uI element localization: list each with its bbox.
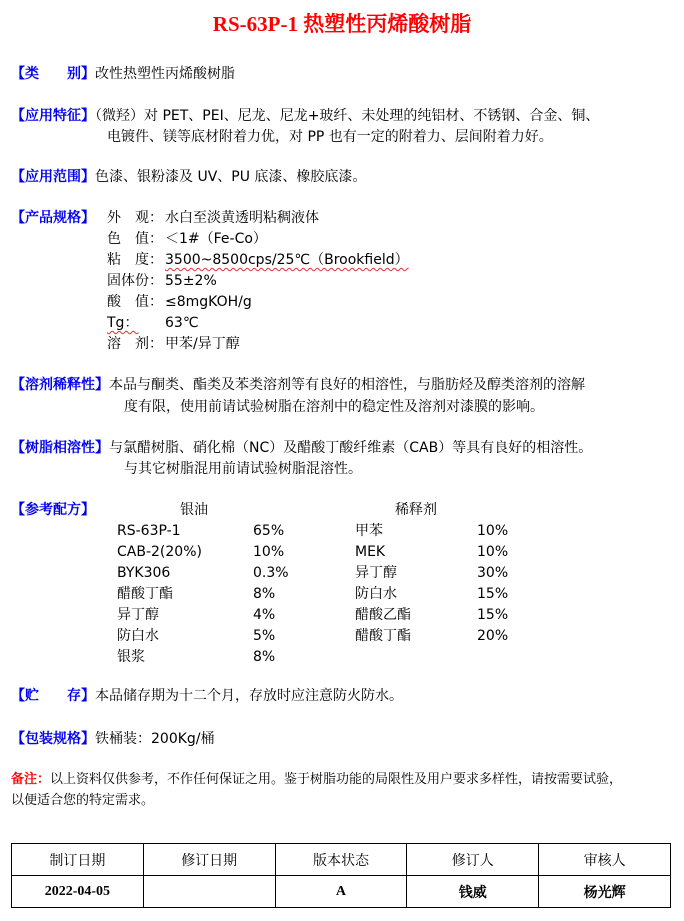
revision-table	[11, 843, 671, 908]
formula-silver-header: 银油	[180, 502, 208, 518]
silver-item-pct: 10%	[253, 544, 285, 560]
revision-value-row	[12, 876, 671, 908]
thinner-item-name: MEK	[355, 544, 386, 560]
revision-value-cell: 杨光辉	[539, 876, 671, 908]
spec-row: 溶 剂： 甲苯/异丁醇	[107, 336, 240, 352]
thinner-item-name: 甲苯	[355, 523, 383, 539]
silver-item-name: 银浆	[117, 649, 145, 665]
features-label: 【应用特征】	[11, 108, 95, 124]
silver-item-name: RS-63P-1	[117, 523, 181, 539]
thinner-item-pct: 30%	[477, 565, 509, 581]
thinner-item-pct: 10%	[477, 544, 509, 560]
dilution-line-1: 本品与酮类、酯类及苯类溶剂等有良好的相溶性，与脂肪烃及醇类溶剂的溶解	[109, 377, 585, 393]
dilution-line-2: 度有限，使用前请试验树脂在溶剂中的稳定性及溶剂对漆膜的影响。	[124, 399, 544, 415]
note-label: 备注：	[11, 772, 51, 787]
revision-header-cell: 制订日期	[12, 844, 144, 876]
compat-line-2: 与其它树脂混用前请试验树脂混溶性。	[124, 461, 362, 477]
silver-item-pct: 65%	[253, 523, 285, 539]
storage-section	[11, 686, 403, 706]
note-line-2: 以便适合您的特定需求。	[11, 793, 155, 808]
scope-label: 【应用范围】	[11, 169, 95, 185]
thinner-item-pct: 10%	[477, 523, 509, 539]
spec-row: 固体份： 55±2%	[107, 273, 217, 289]
storage-label: 【贮 存】	[11, 688, 95, 704]
category-label: 【类 别】	[11, 66, 95, 82]
category-value: 改性热塑性丙烯酸树脂	[95, 66, 235, 82]
note-line-1: 以上资料仅供参考，不作任何保证之用。鉴于树脂功能的局限性及用户要求多样性，请按需要试验，	[50, 772, 623, 787]
silver-item-name: BYK306	[117, 565, 171, 581]
silver-item-pct: 5%	[253, 628, 276, 644]
silver-names	[117, 521, 202, 668]
category-section	[11, 64, 235, 84]
thinner-item-name: 醋酸丁酯	[355, 628, 411, 644]
silver-item-name: CAB-2(20%)	[117, 544, 202, 560]
features-section	[11, 106, 599, 126]
silver-item-pct: 4%	[253, 607, 276, 623]
compat-section	[11, 438, 592, 458]
formula-label: 【参考配方】	[11, 502, 95, 518]
thinner-names	[355, 521, 411, 647]
packaging-label: 【包装规格】	[11, 731, 95, 747]
spec-row: 外 观： 水白至淡黄透明粘稠液体	[107, 210, 319, 226]
spec-row: Tg： 63℃	[107, 315, 199, 331]
silver-item-name: 异丁醇	[117, 607, 159, 623]
packaging-value: 铁桶装：200Kg/桶	[95, 731, 215, 747]
specs-label: 【产品规格】	[11, 210, 95, 226]
thinner-item-pct: 15%	[477, 586, 509, 602]
revision-header-cell: 修订日期	[143, 844, 275, 876]
features-line-1: （微羟）对 PET、PEI、尼龙、尼龙+玻纤、未处理的纯铝材、不锈钢、合金、铜、	[95, 108, 600, 124]
revision-header-cell: 版本状态	[275, 844, 407, 876]
revision-value-cell: 钱威	[407, 876, 539, 908]
scope-value: 色漆、银粉漆及 UV、PU 底漆、橡胶底漆。	[95, 169, 367, 185]
revision-value-cell	[143, 876, 275, 908]
document-title: RS-63P-1 热塑性丙烯酸树脂	[212, 12, 472, 36]
silver-item-name: 防白水	[117, 628, 159, 644]
formula-thinner-header: 稀释剂	[395, 502, 437, 518]
spec-row: 酸 值： ≤8mgKOH/g	[107, 294, 252, 310]
thinner-item-pct: 15%	[477, 607, 509, 623]
dilution-section	[11, 375, 585, 395]
scope-section	[11, 167, 366, 187]
revision-value-cell: A	[275, 876, 407, 908]
compat-label: 【树脂相溶性】	[11, 440, 109, 456]
packaging-section	[11, 729, 215, 749]
compat-line-1: 与氯醋树脂、硝化棉（NC）及醋酸丁酸纤维素（CAB）等具有良好的相溶性。	[109, 440, 593, 456]
silver-pcts	[253, 521, 289, 668]
thinner-item-pct: 20%	[477, 628, 509, 644]
note-section	[11, 770, 622, 790]
specs-list	[107, 208, 409, 355]
revision-header-row	[12, 844, 671, 876]
thinner-item-name: 异丁醇	[355, 565, 397, 581]
silver-item-pct: 8%	[253, 649, 276, 665]
storage-value: 本品储存期为十二个月，存放时应注意防火防水。	[95, 688, 403, 704]
spec-row: 粘 度： 3500~8500cps/25℃（Brookfield）	[107, 252, 409, 268]
spec-row: 色 值： ＜1#（Fe-Co）	[107, 231, 267, 247]
revision-value-cell: 2022-04-05	[12, 876, 144, 908]
silver-item-pct: 8%	[253, 586, 276, 602]
silver-item-pct: 0.3%	[253, 565, 289, 581]
thinner-pcts	[477, 521, 508, 647]
features-line-2: 电镀件、镁等底材附着力优，对 PP 也有一定的附着力、层间附着力好。	[107, 129, 553, 145]
dilution-label: 【溶剂稀释性】	[11, 377, 109, 393]
thinner-item-name: 防白水	[355, 586, 397, 602]
silver-item-name: 醋酸丁酯	[117, 586, 173, 602]
revision-header-cell: 修订人	[407, 844, 539, 876]
thinner-item-name: 醋酸乙酯	[355, 607, 411, 623]
revision-header-cell: 审核人	[539, 844, 671, 876]
